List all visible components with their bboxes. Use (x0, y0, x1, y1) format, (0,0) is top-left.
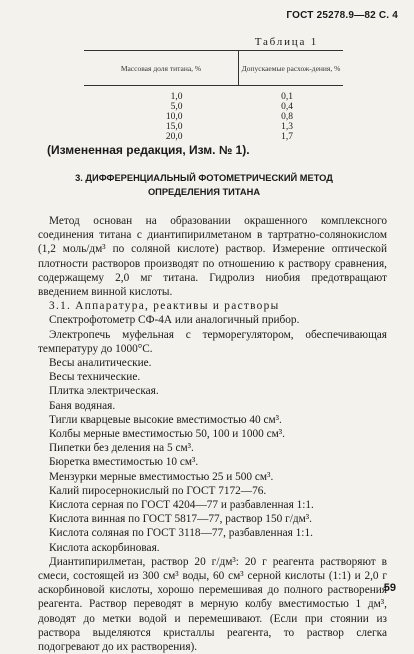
list-item: Весы технические. (49, 371, 141, 384)
table-cell: 15,0 (165, 122, 183, 132)
list-item: Тигли кварцевые высокие вместимостью 40 см³. (49, 413, 282, 426)
table-cell: 5,0 (170, 102, 183, 112)
table-row (84, 112, 343, 122)
list-item: Весы аналитические. (49, 357, 152, 370)
list-item: Кислота аскорбиновая. (49, 541, 160, 554)
table-caption: Таблица 1 (254, 36, 318, 48)
table-cell: 20,0 (165, 132, 183, 142)
list-item: Бюретка вместимостью 10 см³. (49, 456, 199, 469)
page-body (38, 214, 387, 654)
method-paragraph: Метод основан на образовании окрашенного комплексного соединения титана с диантипирилметаном в тартратно-солянокислом (1,2 моль/дм³ по соляной кислоте) раствор. Измерение оптической плотности растворов производят по отношению к раствору сравнения, содержащему 2,0 мг титана. Гидролиз ниобия предотвращают введением винной кислоты. (38, 215, 387, 299)
table-row (84, 132, 343, 142)
list-item: Плитка электрическая. (49, 385, 159, 398)
table-cell: 0,8 (281, 112, 293, 122)
list-item: Калий пиросернокислый по ГОСТ 7172—76. (49, 484, 267, 497)
list-item: Мензурки мерные вместимостью 25 и 500 см³. (49, 470, 274, 483)
table-row (84, 122, 343, 132)
table-cell: 1,7 (281, 132, 293, 142)
list-item: Электропечь муфельная с терморегулятором, обеспечивающая температуру до 1000°С. (38, 328, 387, 355)
section-heading (40, 171, 368, 199)
table-cell: 1,3 (281, 122, 293, 132)
list-item: Кислота винная по ГОСТ 5817—77, раствор 150 г/дм³. (49, 513, 312, 526)
section-heading-line: ОПРЕДЕЛЕНИЯ ТИТАНА (147, 187, 261, 197)
list-item: Колбы мерные вместимостью 50, 100 и 1000 см³. (49, 428, 285, 441)
table-cell: 0,4 (281, 102, 293, 112)
table-header-mass-fraction: Массовая доля титана, % (84, 51, 239, 86)
section-heading-line: 3. ДИФФЕРЕНЦИАЛЬНЫЙ ФОТОМЕТРИЧЕСКИЙ МЕТОД (75, 173, 333, 183)
table-row (84, 102, 343, 112)
table-cell: 10,0 (165, 112, 183, 122)
list-item: Баня водяная. (49, 399, 116, 412)
list-item: Спектрофотометр СФ-4А или аналогичный прибор. (49, 314, 300, 327)
table-cell: 0,1 (281, 92, 293, 102)
table-row (84, 86, 343, 103)
titanium-table (84, 50, 343, 142)
table-header-tolerance: Допускаемые расхож-дения, % (239, 51, 344, 86)
list-item: Пипетки без деления на 5 см³. (49, 442, 194, 455)
page-number: 59 (383, 582, 396, 594)
subsection-heading: 3.1. Аппаратура, реактивы и растворы (49, 300, 280, 313)
running-header: ГОСТ 25278.9—82 С. 4 (286, 10, 398, 21)
edit-note: (Измененная редакция, Изм. № 1). (47, 143, 250, 157)
reagent-paragraph: Диантипирилметан, раствор 20 г/дм³: 20 г реагента растворяют в смеси, состоящей из 300 см³ воды, 60 см³ серной кислоты (1:1) и 2,0 г аскорбиновой кислоты, хорошо перемешивая до полного растворения реагента. Раствор переводят в мерную колбу вместимостью 1 дм³, доводят до метки водой и перемешивают. (Если при стоянии из раствора выделяются кристаллы реагента, то раствор слегка подогревают до их растворения). (38, 555, 387, 654)
table-cell: 1,0 (170, 92, 183, 102)
list-item: Кислота соляная по ГОСТ 3118—77, разбавленная 1:1. (49, 527, 313, 540)
list-item: Кислота серная по ГОСТ 4204—77 и разбавленная 1:1. (49, 499, 314, 512)
